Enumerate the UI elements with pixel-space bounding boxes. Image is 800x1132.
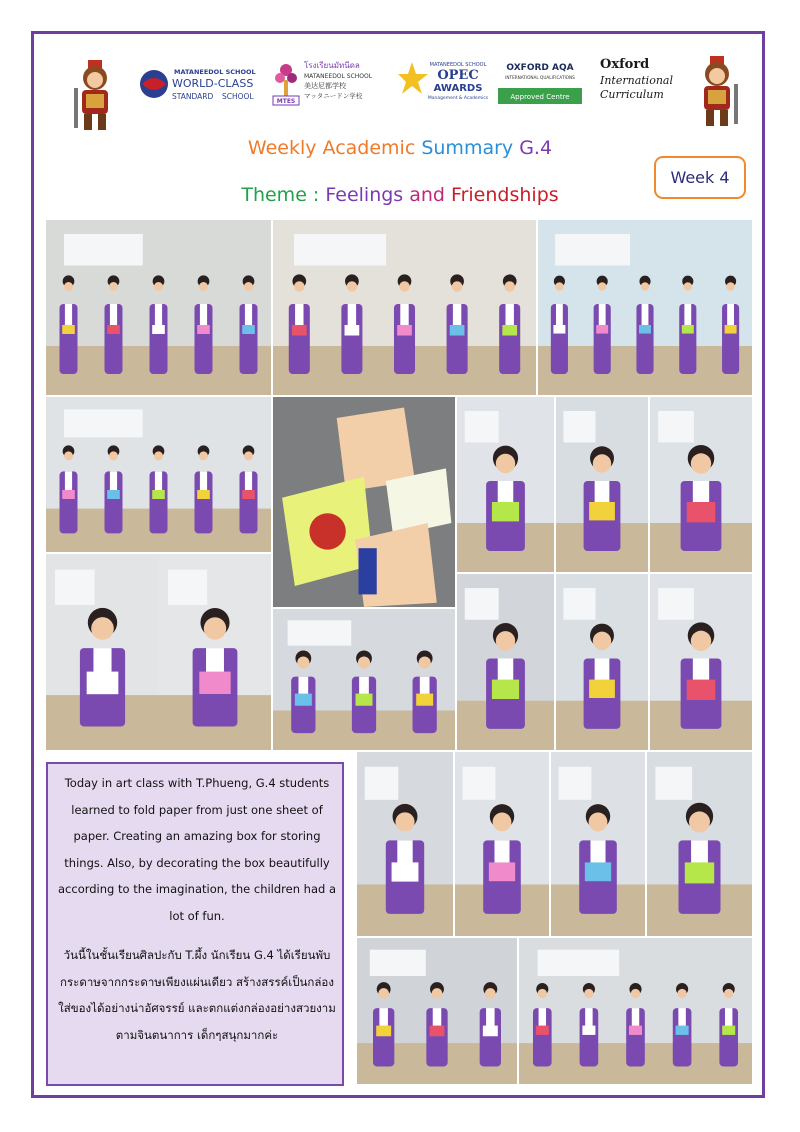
- photo-folded-boxes: [273, 397, 455, 607]
- photo-girl-long-hair: [46, 554, 159, 750]
- svg-text:OPEC: OPEC: [437, 68, 479, 83]
- photo-teacher-board: [519, 938, 752, 1084]
- svg-text:MATANEEDOL SCHOOL: MATANEEDOL SCHOOL: [174, 68, 256, 76]
- photo-girl-pink-box: [357, 752, 453, 936]
- photo-classroom-wide: [273, 609, 455, 750]
- theme-word-and: and: [409, 184, 445, 206]
- svg-text:美达尼都学校: 美达尼都学校: [304, 82, 346, 90]
- photo-girl-white-box: [556, 574, 648, 750]
- photo-five-students: [46, 397, 271, 552]
- svg-text:Management & Academics: Management & Academics: [427, 96, 489, 101]
- photo-girl-red-bow-box: [455, 752, 549, 936]
- oxford-aqa-logo: [494, 58, 586, 108]
- title-part-2: Summary: [421, 137, 514, 159]
- svg-text:SCHOOL: SCHOOL: [222, 92, 254, 101]
- photo-girl-box-3: [650, 397, 752, 572]
- photo-boy-mask: [457, 574, 554, 750]
- mascot-left-logo: [70, 58, 120, 134]
- photo-girl-box-1: [457, 397, 554, 572]
- svg-text:AWARDS: AWARDS: [433, 83, 483, 94]
- photo-boy-yellow-fish-box: [647, 752, 752, 936]
- svg-text:マッタニードン学校: マッタニードン学校: [304, 92, 363, 100]
- description-box: [46, 762, 344, 1086]
- photo-boy-fish-box: [551, 752, 645, 936]
- theme-word-friendships: Friendships: [451, 184, 559, 206]
- mtes-logo: [270, 58, 378, 108]
- svg-text:MATANEEDOL SCHOOL: MATANEEDOL SCHOOL: [429, 62, 487, 68]
- mascot-right-logo: [692, 54, 742, 130]
- svg-text:Oxford: Oxford: [600, 57, 650, 72]
- photo-boy-folding: [357, 938, 517, 1084]
- svg-text:International: International: [600, 74, 673, 87]
- svg-text:MATANEEDOL SCHOOL: MATANEEDOL SCHOOL: [304, 73, 373, 80]
- photo-group-boxes: [273, 220, 536, 395]
- svg-text:STANDARD: STANDARD: [172, 92, 214, 101]
- svg-text:MTES: MTES: [276, 98, 296, 105]
- photo-girl-box-2: [556, 397, 648, 572]
- oxford-international-curriculum-logo: [598, 56, 682, 104]
- photo-classroom-teacher: [46, 220, 271, 395]
- photo-boy-box: [650, 574, 752, 750]
- title-part-1: Weekly Academic: [247, 137, 416, 159]
- svg-text:WORLD-CLASS: WORLD-CLASS: [172, 77, 254, 90]
- theme-label: Theme :: [241, 184, 320, 206]
- mataneedol-world-class-logo: [138, 62, 258, 106]
- svg-text:Approved Centre: Approved Centre: [510, 93, 570, 101]
- svg-text:INTERNATIONAL QUALIFICATIONS: INTERNATIONAL QUALIFICATIONS: [505, 75, 575, 80]
- svg-text:Curriculum: Curriculum: [600, 88, 664, 101]
- description-thai: วันนี้ในชั้นเรียนศิลปะกับ T.ผึ้ง นักเรียน G.4 ได้เรียนพับกระดาษจากกระดาษเพียงแผ่นเดียว สร้างสรรค์เป็นกล่องใส่ของได้อย่างน่าอัศจรรย์ และตกแต่งกล่องอย่างสวยงามตามจินตนาการ เด็กๆสนุกมากค่ะ: [58, 948, 336, 1042]
- photo-boy-yellow-box: [159, 554, 271, 750]
- svg-text:OXFORD AQA: OXFORD AQA: [506, 63, 574, 73]
- description-english: Today in art class with T.Phueng, G.4 students learned to fold paper from just one sheet of paper. Creating an amazing box for storing things. Also, by decorating the box beautifully according to the imagination, the children had a lot of fun.: [58, 776, 336, 923]
- title-part-3: G.4: [519, 137, 553, 159]
- opec-awards-logo: [398, 58, 494, 104]
- photo-girls-boxes: [538, 220, 752, 395]
- week-badge: Week 4: [654, 156, 746, 199]
- svg-text:โรงเรียนมัทนีดล: โรงเรียนมัทนีดล: [304, 61, 360, 70]
- theme-word-feelings: Feelings: [325, 184, 404, 206]
